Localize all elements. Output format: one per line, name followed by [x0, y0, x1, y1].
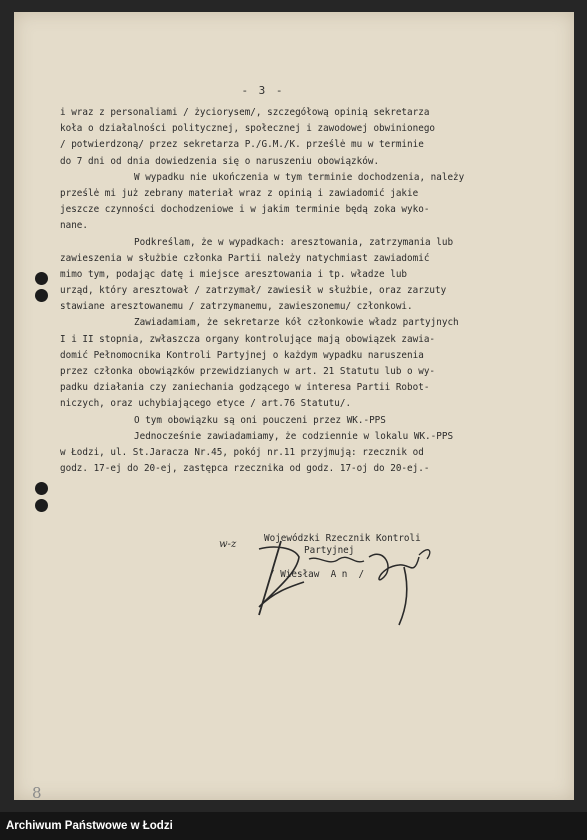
text-line: prześlė mi już zebrany materiał wraz z opinią i zawiadomić jakie — [60, 187, 419, 199]
punch-hole — [35, 289, 48, 302]
handwritten-signature — [219, 537, 449, 627]
text-line: i wraz z personaliami / życiorysem/, szczegółową opinią sekretarza — [60, 107, 430, 118]
text-line: urząd, który aresztował / zatrzymał/ zawiesił w służbie, oraz zarzuty — [60, 285, 447, 297]
text-line: stawiane aresztowanemu / zatrzymanemu, zawieszonemu/ członkowi. — [60, 301, 413, 313]
text-line: jeszcze czynności dochodzeniowe i w jakim terminie będą zoka wyko- — [60, 204, 430, 216]
text-line: padku działania czy zaniechania godzącego w interesa Partii Robot- — [60, 382, 430, 394]
text-line: domić Pełnomocnika Kontroli Partyjnej o każdym wypadku naruszenia — [60, 349, 424, 361]
punch-hole — [35, 499, 48, 512]
text-line: koła o działalności politycznej, społecznej i zawodowej obwinionego — [60, 123, 436, 135]
text-line: przez członka obowiązków przewidzianych w art. 21 Statutu lub o wy- — [60, 366, 436, 377]
text-line: nane. — [60, 220, 88, 232]
page-number: - 3 - — [241, 84, 285, 97]
text-line: zawieszenia w służbie członka Partii należy natychmiast zawiadomić — [60, 252, 430, 264]
punch-hole — [35, 482, 48, 495]
punch-hole — [35, 272, 48, 285]
text-line: / potwierdzoną/ przez sekretarza P./G.M./K. prześlė mu w terminie — [60, 139, 424, 151]
text-line: O tym obowiązku są oni pouczeni przez WK.-PPS — [134, 414, 386, 426]
text-line: W wypadku nie ukończenia w tym terminie dochodzenia, należy — [134, 171, 465, 183]
signatory-name: / Wiesław A n / — [269, 568, 365, 580]
text-line: I i II stopnia, zwłaszcza organy kontrolujące mają obowiązek zawia- — [60, 333, 436, 345]
paper-sheet — [14, 12, 574, 800]
document-body — [60, 105, 560, 477]
text-line: Jednocześnie zawiadamiamy, że codziennie w lokalu WK.-PPS — [134, 430, 454, 442]
text-line: mimo tym, podając datę i miejsce aresztowania i tp. władze lub — [60, 268, 408, 280]
text-line: Podkreślam, że w wypadkach: aresztowania, zatrzymania lub — [134, 236, 454, 248]
text-line: w Łodzi, ul. St.Jaracza Nr.45, pokój nr.11 przyjmują: rzecznik od — [60, 446, 424, 458]
text-line: niczych, oraz uchybiającego etyce / art.76 Statutu/. — [60, 398, 352, 410]
archive-name: Archiwum Państwowe w Łodzi — [6, 820, 173, 832]
text-line: Zawiadamiam, że sekretarze kół członkowie władz partyjnych — [134, 317, 459, 329]
archive-footer — [0, 812, 587, 840]
signature-note: w-z — [219, 539, 237, 550]
text-line: godz. 17-ej do 20-ej, zastępca rzecznika od godz. 17-oj do 20-ej.- — [60, 463, 430, 475]
text-line: do 7 dni od dnia dowiedzenia się o naruszeniu obowiązków. — [60, 155, 380, 167]
signatory-title-line1: Wojewódzki Rzecznik Kontroli — [264, 533, 421, 544]
pencil-page-mark: 8 — [32, 784, 42, 802]
signatory-title-line2: Partyjnej — [304, 544, 355, 556]
